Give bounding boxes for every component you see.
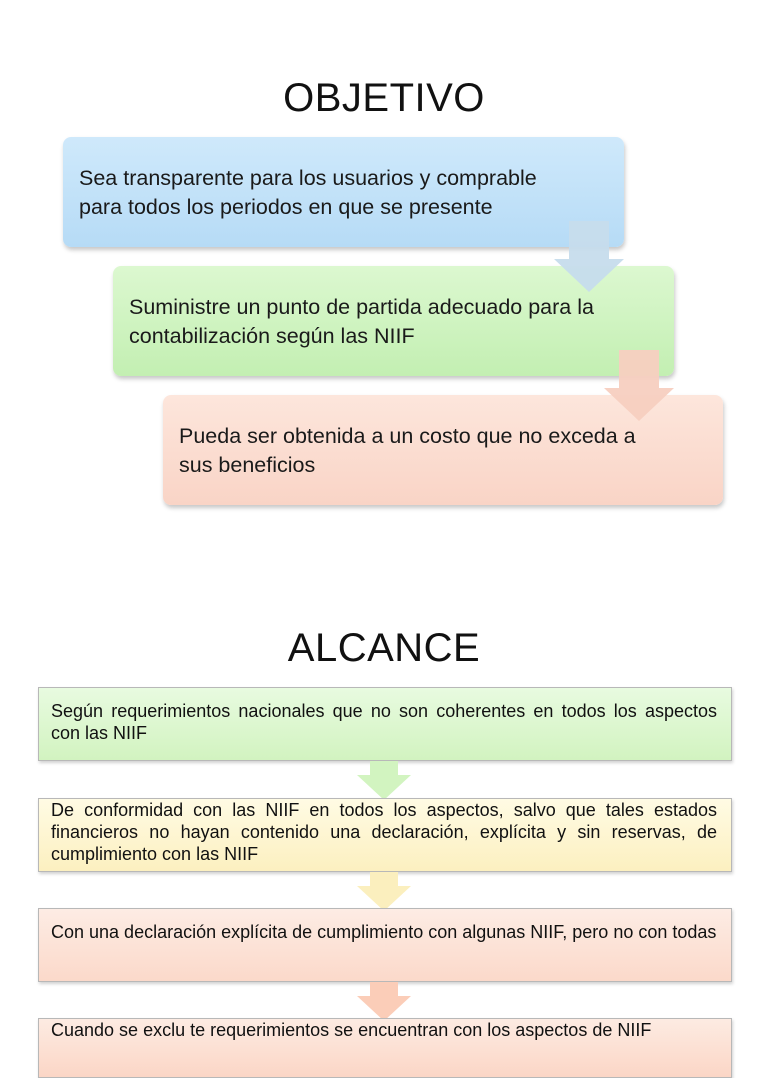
objetivo-step-3-line-1: Pueda ser obtenida a un costo que no exceda a — [179, 424, 636, 448]
alcance-arrow-1-shape — [357, 761, 411, 800]
objetivo-step-1-line-1: Sea transparente para los usuarios y comprable — [79, 166, 537, 190]
objetivo-step-1 — [63, 137, 624, 247]
alcance-step-3: Con una declaración explícita de cumplimiento con algunas NIIF, pero no con todas — [38, 908, 732, 982]
down-arrow-icon — [356, 872, 412, 912]
alcance-title: ALCANCE — [287, 626, 481, 670]
objetivo-step-3-line-2: sus beneficios — [179, 453, 316, 477]
down-arrow-icon — [602, 350, 676, 422]
objetivo-arrow-2-shape — [604, 350, 674, 421]
alcance-arrow-3-shape — [357, 982, 411, 1021]
objetivo-arrow-1-shape — [554, 221, 624, 292]
objetivo-step-1-line-2: para todos los periodos en que se presente — [79, 195, 493, 219]
alcance-step-4: Cuando se exclu te requerimientos se encuentran con los aspectos de NIIF — [38, 1018, 732, 1078]
down-arrow-icon — [552, 221, 626, 293]
objetivo-step-2-line-1: Suministre un punto de partida adecuado para la — [129, 295, 594, 319]
objetivo-title: OBJETIVO — [283, 76, 485, 120]
alcance-step-1: Según requerimientos nacionales que no son coherentes en todos los aspectos con las NIIF — [38, 687, 732, 761]
objetivo-step-2-line-2: contabilización según las NIIF — [129, 324, 415, 348]
down-arrow-icon — [356, 761, 412, 801]
alcance-arrow-2-shape — [357, 872, 411, 911]
alcance-step-2: De conformidad con las NIIF en todos los aspectos, salvo que tales estados financieros no hayan contenido una declaración, explícita y sin reservas, de cumplimiento con las NIIF — [38, 798, 732, 872]
down-arrow-icon — [356, 982, 412, 1022]
